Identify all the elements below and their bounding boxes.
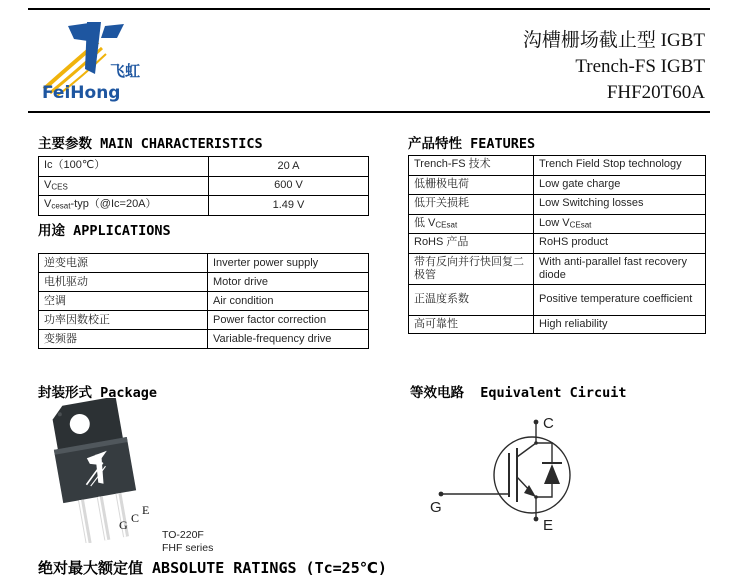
equivalent-circuit-diagram — [420, 400, 620, 540]
value-cell: 20 A — [209, 157, 369, 177]
terminal-label-e: E — [543, 517, 554, 534]
feature-cn-text: Trench-FS 技术 — [414, 158, 491, 170]
feature-cn-text: 带有反向并行快回复二极管 — [414, 255, 524, 281]
feature-en-cell — [534, 175, 706, 195]
terminal-label-g: G — [430, 499, 442, 516]
application-en-cell: Variable-frequency drive — [208, 330, 369, 349]
feature-en-text: Trench Field Stop technology — [539, 158, 682, 170]
feature-en-cell — [534, 214, 706, 234]
igbt-symbol — [441, 422, 570, 519]
terminal-dots — [439, 420, 539, 522]
feihong-logo — [38, 18, 158, 102]
diode-branch-top — [536, 443, 552, 463]
feature-cn-text: 低栅极电荷 — [414, 177, 469, 190]
package-series: FHF series — [162, 541, 214, 554]
title-part-number: FHF20T60A — [606, 82, 705, 103]
title-line-cn: 沟槽栅场截止型 IGBT — [522, 30, 705, 51]
header-rule — [28, 111, 710, 113]
application-en-cell: Power factor correction — [208, 311, 369, 330]
terminal-label-c: C — [543, 415, 554, 432]
feature-cn-text: 低开关损耗 — [414, 197, 469, 209]
table-row — [409, 214, 706, 234]
package-image — [40, 398, 170, 543]
features-heading: 产品特性 FEATURES — [408, 136, 536, 152]
application-cn-cell: 功率因数校正 — [39, 311, 208, 330]
table-row — [409, 156, 706, 176]
table-row — [39, 254, 369, 273]
feature-cn-cell — [409, 284, 534, 315]
application-cn-cell: 电机驱动 — [39, 273, 208, 292]
table-row — [409, 195, 706, 215]
feature-cn-text: 正温度系数 — [414, 293, 469, 305]
logo-f-stem — [85, 22, 101, 74]
logo-text-cn: 飞虹 — [110, 62, 141, 80]
table-row — [409, 315, 706, 333]
feature-en-text: Positive temperature coefficient — [539, 293, 693, 305]
param-text: Ic（100℃） — [44, 159, 106, 171]
value-cell: 1.49 V — [209, 196, 369, 216]
table-row — [409, 175, 706, 195]
document-title — [523, 28, 705, 106]
param-text-post: -typ（@Ic=20A） — [70, 198, 157, 210]
table-row — [39, 196, 369, 216]
equivalent-circuit-heading: 等效电路 Equivalent Circuit — [410, 385, 627, 401]
table-row — [39, 292, 369, 311]
application-cn-cell: 空调 — [39, 292, 208, 311]
application-cn-cell: 逆变电源 — [39, 254, 208, 273]
table-row — [39, 176, 369, 196]
feature-cn-cell — [409, 195, 534, 215]
param-cell — [39, 157, 209, 177]
table-row — [409, 284, 706, 315]
param-text: V — [44, 198, 52, 210]
feature-en-text: Low gate charge — [539, 177, 621, 190]
top-rule — [28, 8, 710, 10]
applications-table — [38, 253, 369, 349]
diode-triangle — [544, 464, 560, 484]
table-row — [39, 157, 369, 177]
feature-cn-subscript: CEsat — [435, 220, 458, 229]
feature-cn-cell — [409, 315, 534, 333]
package-caption — [162, 529, 213, 554]
feature-cn-cell — [409, 253, 534, 284]
features-table — [408, 155, 706, 334]
main-characteristics-heading: 主要参数 MAIN CHARACTERISTICS — [38, 136, 263, 152]
feature-en-cell — [534, 284, 706, 315]
feature-en-text: Low Switching losses — [539, 197, 644, 209]
feature-en-cell — [534, 156, 706, 176]
param-subscript: cesat — [51, 201, 71, 211]
feature-cn-cell — [409, 234, 534, 254]
param-cell — [39, 196, 209, 216]
value-cell: 600 V — [209, 176, 369, 196]
package-heading: 封装形式 Package — [38, 385, 158, 401]
feature-en-subscript: CEsat — [569, 220, 592, 229]
feature-cn-text: 高可靠性 — [414, 317, 458, 330]
to220f-body — [47, 398, 144, 543]
package-pin-label-c: C — [131, 511, 140, 525]
applications-heading: 用途 APPLICATIONS — [38, 223, 171, 239]
title-line-en: Trench-FS IGBT — [575, 56, 705, 77]
feature-en-text: RoHS product — [539, 236, 609, 248]
feature-cn-cell — [409, 214, 534, 234]
package-name: TO-220F — [162, 529, 204, 541]
feature-cn-text: 低 V — [414, 216, 436, 229]
diode-branch-bottom — [536, 484, 552, 497]
table-row — [39, 311, 369, 330]
feature-en-cell — [534, 253, 706, 284]
param-subscript: CES — [51, 182, 68, 191]
feature-en-text: Low V — [539, 216, 570, 229]
table-row — [409, 234, 706, 254]
main-characteristics-table — [38, 156, 369, 216]
feature-en-text: High reliability — [539, 317, 608, 330]
logo-text-en: FeiHong — [42, 83, 121, 102]
feature-en-text: With anti-parallel fast recovery diode — [539, 255, 687, 281]
feature-en-cell — [534, 234, 706, 254]
feature-en-cell — [534, 315, 706, 333]
absolute-ratings-heading: 绝对最大额定值 ABSOLUTE RATINGS (Tc=25℃) — [38, 559, 387, 577]
feature-en-cell — [534, 195, 706, 215]
table-row — [409, 253, 706, 284]
param-text: V — [44, 178, 52, 191]
feature-cn-cell — [409, 156, 534, 176]
application-cn-cell: 变频器 — [39, 330, 208, 349]
feature-cn-cell — [409, 175, 534, 195]
package-pin-label-g: G — [119, 518, 128, 532]
table-row — [39, 273, 369, 292]
collector-arm — [517, 443, 536, 457]
param-cell — [39, 176, 209, 196]
logo-f-block — [101, 24, 124, 38]
feature-cn-text: RoHS 产品 — [414, 236, 469, 248]
symbol-circle — [494, 437, 570, 513]
application-en-cell: Inverter power supply — [208, 254, 369, 273]
application-en-cell: Air condition — [208, 292, 369, 311]
application-en-cell: Motor drive — [208, 273, 369, 292]
table-row — [39, 330, 369, 349]
package-pin-label-e: E — [142, 503, 150, 517]
